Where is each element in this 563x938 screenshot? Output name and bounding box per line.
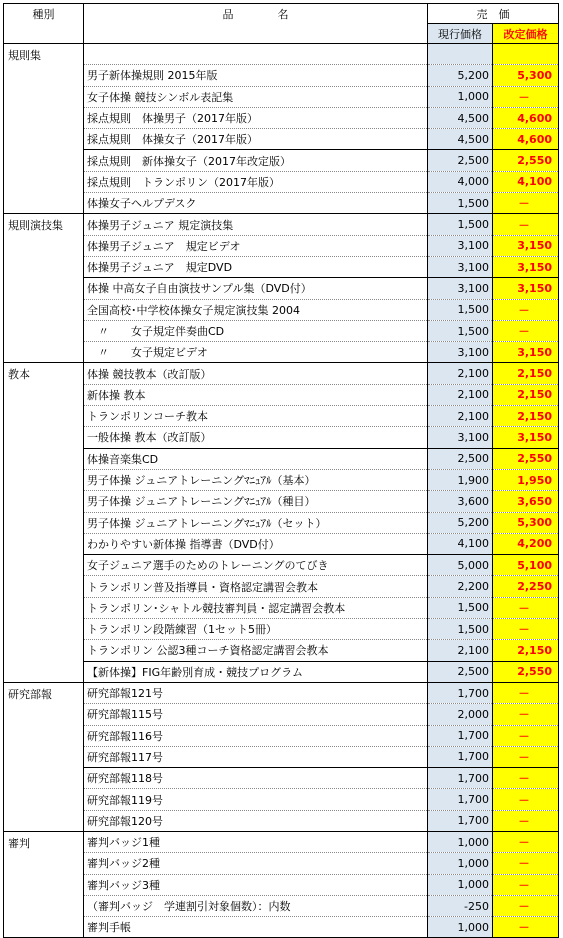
table-row <box>4 597 559 618</box>
table-row <box>4 491 559 512</box>
product-name: 審判バッジ1種 <box>84 831 428 852</box>
current-price: 1,000 <box>428 917 493 938</box>
current-price: 1,500 <box>428 214 493 235</box>
product-name: 体操男子ジュニア 規定ビデオ <box>84 235 428 256</box>
table-row <box>4 235 559 256</box>
product-header: 品 名 <box>84 4 428 44</box>
product-name: 採点規則 体操男子（2017年版） <box>84 107 428 128</box>
table-row <box>4 320 559 341</box>
product-name: 男子体操 ジュニアトレーニングﾏﾆｭｱﾙ（種目） <box>84 491 428 512</box>
product-name <box>84 44 428 65</box>
current-price: 1,000 <box>428 853 493 874</box>
revised-price: 3,150 <box>493 278 559 299</box>
revised-price: 2,550 <box>493 150 559 171</box>
table-row <box>4 363 559 384</box>
table-row <box>4 831 559 852</box>
table-row <box>4 214 559 235</box>
revised-price: － <box>493 917 559 938</box>
table-row <box>4 917 559 938</box>
product-name: 〃 女子規定伴奏曲CD <box>84 320 428 341</box>
table-row <box>4 853 559 874</box>
current-price: 2,200 <box>428 576 493 597</box>
current-price-header: 現行価格 <box>428 24 493 44</box>
revised-price: － <box>493 320 559 341</box>
current-price: 4,500 <box>428 129 493 150</box>
current-price: 2,500 <box>428 150 493 171</box>
current-price: 2,500 <box>428 661 493 682</box>
current-price: 2,100 <box>428 363 493 384</box>
current-price: 5,000 <box>428 555 493 576</box>
category-cell: 教本 <box>4 363 84 682</box>
product-name: 女子体操 競技シンボル表記集 <box>84 86 428 107</box>
category-cell: 規則演技集 <box>4 214 84 363</box>
revised-price: － <box>493 682 559 703</box>
revised-price: 3,150 <box>493 256 559 277</box>
current-price: 1,500 <box>428 299 493 320</box>
revised-price: 2,150 <box>493 384 559 405</box>
table-row <box>4 256 559 277</box>
table-row <box>4 533 559 554</box>
product-name: 研究部報121号 <box>84 682 428 703</box>
revised-price: － <box>493 299 559 320</box>
category-cell: 審判 <box>4 831 84 937</box>
revised-price: 5,300 <box>493 65 559 86</box>
table-row <box>4 874 559 895</box>
revised-price: 3,650 <box>493 491 559 512</box>
price-header: 売 価 <box>428 4 559 24</box>
table-row <box>4 171 559 192</box>
category-cell: 規則集 <box>4 44 84 214</box>
table-row <box>4 682 559 703</box>
category-header: 種別 <box>4 4 84 44</box>
current-price: 3,600 <box>428 491 493 512</box>
product-name: 研究部報116号 <box>84 725 428 746</box>
table-row <box>4 469 559 490</box>
table-row <box>4 427 559 448</box>
product-name: 女子ジュニア選手のためのトレーニングのてびき <box>84 555 428 576</box>
revised-price: － <box>493 86 559 107</box>
product-name: 〃 女子規定ビデオ <box>84 342 428 363</box>
current-price: -250 <box>428 895 493 916</box>
product-name: 審判バッジ3種 <box>84 874 428 895</box>
current-price: 1,700 <box>428 725 493 746</box>
table-row <box>4 576 559 597</box>
product-name: 研究部報118号 <box>84 768 428 789</box>
revised-price: － <box>493 768 559 789</box>
revised-price: － <box>493 810 559 831</box>
revised-price: － <box>493 704 559 725</box>
product-name: 採点規則 トランポリン（2017年版） <box>84 171 428 192</box>
revised-price: 2,550 <box>493 448 559 469</box>
product-name: トランポリン普及指導員・資格認定講習会教本 <box>84 576 428 597</box>
revised-price <box>493 44 559 65</box>
current-price: 5,200 <box>428 65 493 86</box>
table-row <box>4 65 559 86</box>
revised-price: － <box>493 214 559 235</box>
product-name: 男子新体操規則 2015年版 <box>84 65 428 86</box>
table-row <box>4 406 559 427</box>
revised-price: － <box>493 193 559 214</box>
current-price: 3,100 <box>428 342 493 363</box>
revised-price: 4,600 <box>493 107 559 128</box>
product-name: 採点規則 体操女子（2017年版） <box>84 129 428 150</box>
revised-price: 1,950 <box>493 469 559 490</box>
product-name: （審判バッジ 学連割引対象個数）：内数 <box>84 895 428 916</box>
revised-price: － <box>493 874 559 895</box>
current-price: 4,000 <box>428 171 493 192</box>
current-price: 2,100 <box>428 640 493 661</box>
table-row <box>4 129 559 150</box>
current-price: 1,700 <box>428 768 493 789</box>
revised-price: － <box>493 725 559 746</box>
product-name: 男子体操 ジュニアトレーニングﾏﾆｭｱﾙ（セット） <box>84 512 428 533</box>
product-name: 【新体操】FIG年齢別育成・競技プログラム <box>84 661 428 682</box>
table-row <box>4 555 559 576</box>
current-price: 3,100 <box>428 256 493 277</box>
table-row <box>4 746 559 767</box>
current-price: 1,900 <box>428 469 493 490</box>
current-price <box>428 44 493 65</box>
product-name: 男子体操 ジュニアトレーニングﾏﾆｭｱﾙ（基本） <box>84 469 428 490</box>
current-price: 1,700 <box>428 682 493 703</box>
table-row <box>4 107 559 128</box>
product-name: 研究部報119号 <box>84 789 428 810</box>
table-row <box>4 44 559 65</box>
revised-price: 3,150 <box>493 427 559 448</box>
current-price: 3,100 <box>428 278 493 299</box>
product-name: 採点規則 新体操女子（2017年改定版） <box>84 150 428 171</box>
current-price: 2,100 <box>428 406 493 427</box>
current-price: 2,500 <box>428 448 493 469</box>
product-name: トランポリン段階練習（1セット5冊） <box>84 619 428 640</box>
revised-price: 3,150 <box>493 235 559 256</box>
current-price: 1,500 <box>428 597 493 618</box>
revised-price: 4,100 <box>493 171 559 192</box>
revised-price: － <box>493 789 559 810</box>
product-name: 一般体操 教本（改訂版） <box>84 427 428 448</box>
table-row <box>4 810 559 831</box>
current-price: 2,000 <box>428 704 493 725</box>
table-row <box>4 704 559 725</box>
table-row <box>4 278 559 299</box>
revised-price: 2,150 <box>493 640 559 661</box>
category-cell: 研究部報 <box>4 682 84 831</box>
table-row <box>4 512 559 533</box>
product-name: トランポリン 公認3種コーチ資格認定講習会教本 <box>84 640 428 661</box>
current-price: 5,200 <box>428 512 493 533</box>
product-name: 研究部報120号 <box>84 810 428 831</box>
product-name: 体操音楽集CD <box>84 448 428 469</box>
revised-price: － <box>493 853 559 874</box>
revised-price: 2,550 <box>493 661 559 682</box>
current-price: 4,100 <box>428 533 493 554</box>
product-name: 審判バッジ2種 <box>84 853 428 874</box>
product-name: 新体操 教本 <box>84 384 428 405</box>
table-row <box>4 384 559 405</box>
product-name: 全国高校･中学校体操女子規定演技集 2004 <box>84 299 428 320</box>
revised-price: － <box>493 746 559 767</box>
revised-price: － <box>493 619 559 640</box>
product-name: 体操男子ジュニア 規定DVD <box>84 256 428 277</box>
current-price: 4,500 <box>428 107 493 128</box>
product-name: トランポリン･シャトル競技審判員・認定講習会教本 <box>84 597 428 618</box>
product-name: 体操 中高女子自由演技サンプル集（DVD付） <box>84 278 428 299</box>
table-row <box>4 640 559 661</box>
product-name: 研究部報117号 <box>84 746 428 767</box>
revised-price: 5,300 <box>493 512 559 533</box>
revised-price: 5,100 <box>493 555 559 576</box>
product-name: 体操 競技教本（改訂版） <box>84 363 428 384</box>
current-price: 1,000 <box>428 86 493 107</box>
table-row <box>4 768 559 789</box>
current-price: 1,500 <box>428 193 493 214</box>
current-price: 3,100 <box>428 235 493 256</box>
product-name: 審判手帳 <box>84 917 428 938</box>
table-body <box>4 44 559 938</box>
revised-price-header: 改定価格 <box>493 24 559 44</box>
table-row <box>4 150 559 171</box>
product-name: わかりやすい新体操 指導書（DVD付） <box>84 533 428 554</box>
current-price: 1,000 <box>428 874 493 895</box>
product-name: 体操男子ジュニア 規定演技集 <box>84 214 428 235</box>
current-price: 1,500 <box>428 619 493 640</box>
price-table <box>3 3 559 938</box>
table-row <box>4 725 559 746</box>
current-price: 1,500 <box>428 320 493 341</box>
revised-price: 2,150 <box>493 406 559 427</box>
product-name: 体操女子ヘルプデスク <box>84 193 428 214</box>
current-price: 1,700 <box>428 810 493 831</box>
table-row <box>4 342 559 363</box>
revised-price: 4,200 <box>493 533 559 554</box>
table-row <box>4 895 559 916</box>
current-price: 1,700 <box>428 789 493 810</box>
revised-price: － <box>493 895 559 916</box>
table-row <box>4 619 559 640</box>
table-row <box>4 661 559 682</box>
current-price: 3,100 <box>428 427 493 448</box>
revised-price: － <box>493 831 559 852</box>
product-name: トランポリンコーチ教本 <box>84 406 428 427</box>
table-row <box>4 193 559 214</box>
table-row <box>4 299 559 320</box>
current-price: 2,100 <box>428 384 493 405</box>
table-row <box>4 86 559 107</box>
revised-price: 2,250 <box>493 576 559 597</box>
product-name: 研究部報115号 <box>84 704 428 725</box>
table-row <box>4 789 559 810</box>
revised-price: 4,600 <box>493 129 559 150</box>
current-price: 1,000 <box>428 831 493 852</box>
revised-price: 2,150 <box>493 363 559 384</box>
revised-price: 3,150 <box>493 342 559 363</box>
current-price: 1,700 <box>428 746 493 767</box>
table-row <box>4 448 559 469</box>
revised-price: － <box>493 597 559 618</box>
